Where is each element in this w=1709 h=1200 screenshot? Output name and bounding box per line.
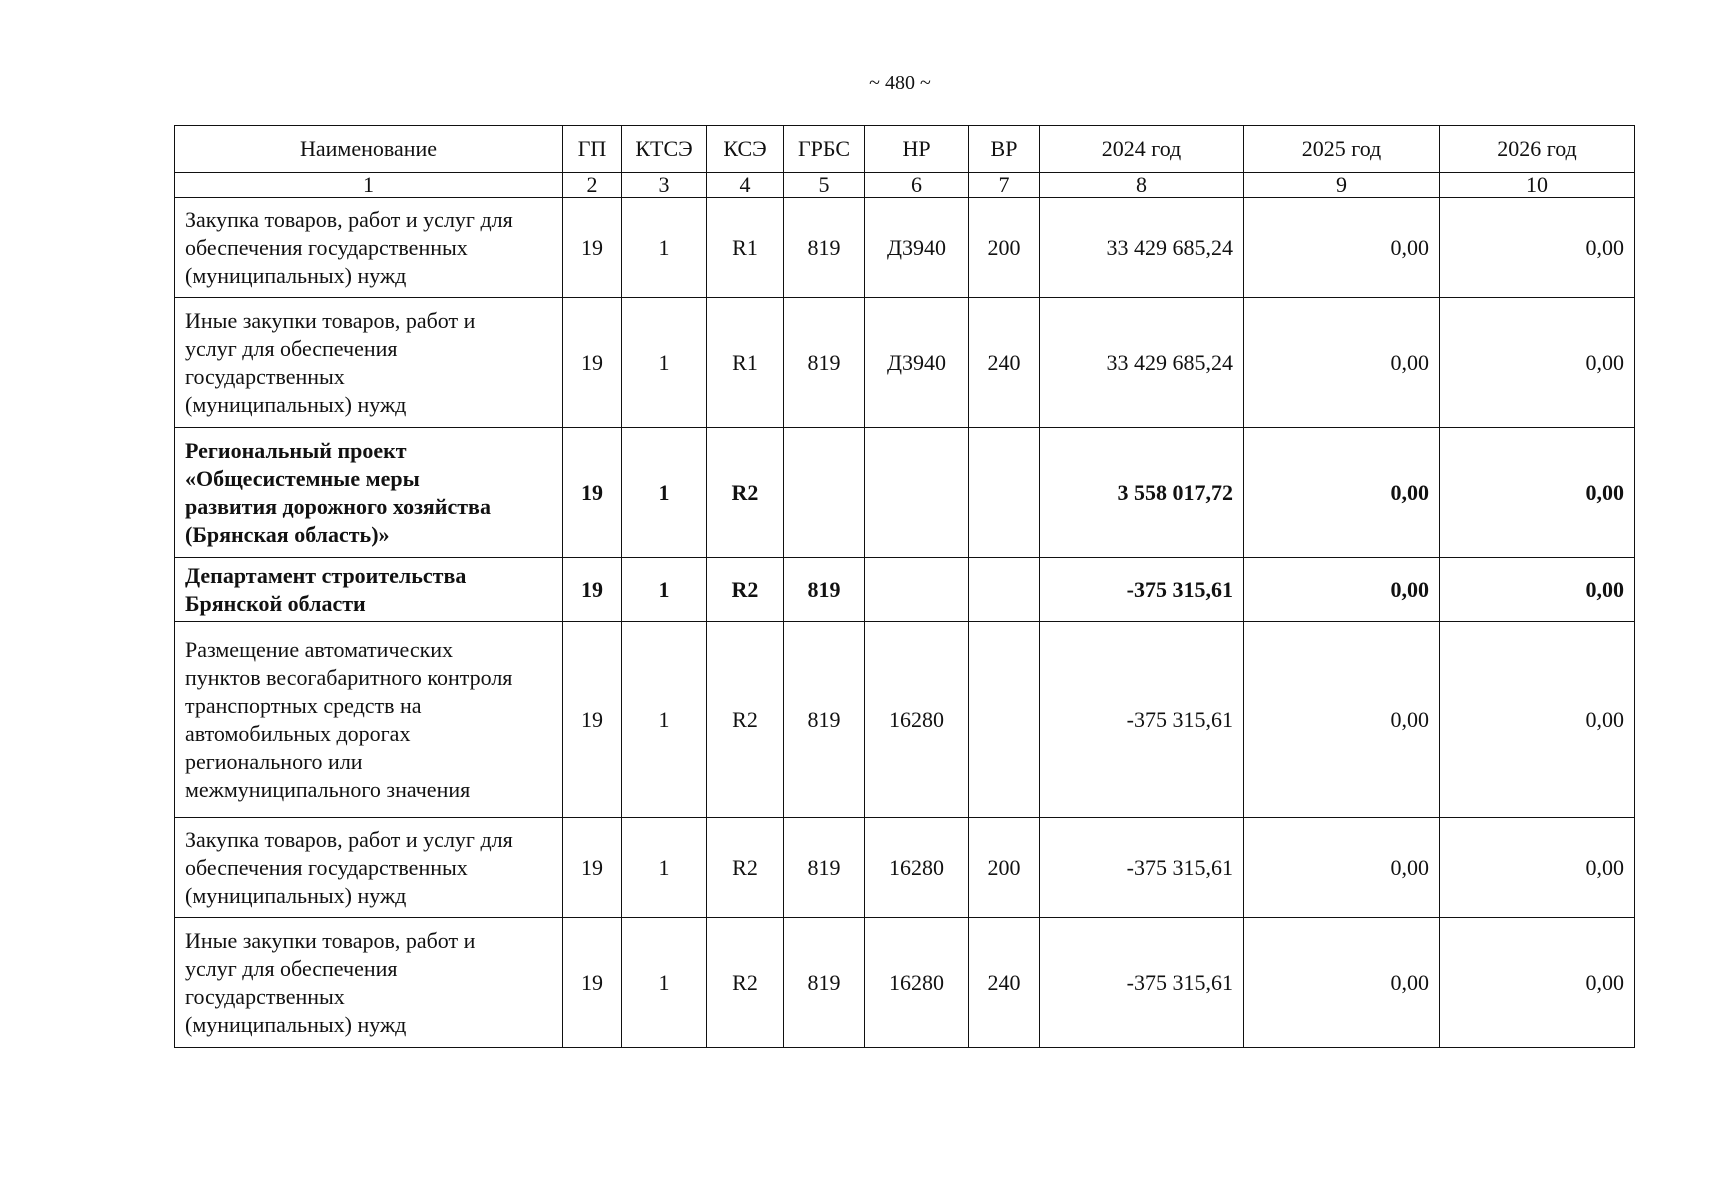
name-line: услуг для обеспечения [185,955,398,981]
cell-gp: 19 [563,918,622,1048]
cell-2026: 0,00 [1440,298,1635,428]
cell-ktse: 1 [622,298,707,428]
cell-kse: R2 [707,428,784,558]
name-line: (муниципальных) нужд [185,1011,407,1037]
name-line: (муниципальных) нужд [185,262,407,288]
cell-nr: Д3940 [865,198,969,298]
cell-name [175,558,563,622]
cell-name [175,198,563,298]
table-body [175,198,1635,1048]
cell-2026: 0,00 [1440,818,1635,918]
header-2024: 2024 год [1040,126,1244,173]
header-kse: КСЭ [707,126,784,173]
cell-gp: 19 [563,298,622,428]
cell-ktse: 1 [622,622,707,818]
cell-2026: 0,00 [1440,918,1635,1048]
header-2026: 2026 год [1440,126,1635,173]
cell-2025: 0,00 [1244,918,1440,1048]
cell-2025: 0,00 [1244,622,1440,818]
cell-vr [969,428,1040,558]
cell-2026: 0,00 [1440,428,1635,558]
cell-gp: 19 [563,558,622,622]
name-line: государственных [185,983,345,1009]
name-line: обеспечения государственных [185,854,468,880]
name-line: пунктов весогабаритного контроля [185,664,513,690]
cell-2025: 0,00 [1244,428,1440,558]
name-line: (муниципальных) нужд [185,391,407,417]
cell-grbs: 819 [784,298,865,428]
cell-ktse: 1 [622,558,707,622]
cell-2025: 0,00 [1244,818,1440,918]
column-number: 8 [1040,173,1244,198]
table-row [175,558,1635,622]
name-line: Иные закупки товаров, работ и [185,927,476,953]
cell-ktse: 1 [622,918,707,1048]
cell-name [175,818,563,918]
name-line: регионального или [185,748,363,774]
cell-name [175,298,563,428]
cell-vr: 240 [969,298,1040,428]
table-row [175,428,1635,558]
cell-ktse: 1 [622,428,707,558]
cell-vr: 240 [969,918,1040,1048]
name-line: межмуниципального значения [185,776,471,802]
name-line: Размещение автоматических [185,636,454,662]
cell-kse: R1 [707,298,784,428]
cell-kse: R1 [707,198,784,298]
table-row [175,198,1635,298]
name-line: Закупка товаров, работ и услуг для [185,206,513,232]
column-number: 9 [1244,173,1440,198]
cell-2024: 33 429 685,24 [1040,298,1244,428]
column-number: 1 [175,173,563,198]
cell-nr [865,558,969,622]
cell-kse: R2 [707,558,784,622]
cell-2026: 0,00 [1440,622,1635,818]
cell-2026: 0,00 [1440,558,1635,622]
header-nr: НР [865,126,969,173]
cell-grbs: 819 [784,558,865,622]
cell-nr: 16280 [865,918,969,1048]
name-line: Иные закупки товаров, работ и [185,307,476,333]
column-number: 7 [969,173,1040,198]
cell-ktse: 1 [622,818,707,918]
cell-gp: 19 [563,818,622,918]
cell-grbs: 819 [784,818,865,918]
cell-2024: -375 315,61 [1040,622,1244,818]
header-grbs: ГРБС [784,126,865,173]
header-gp: ГП [563,126,622,173]
cell-2026: 0,00 [1440,198,1635,298]
header-name: Наименование [175,126,563,173]
cell-2024: 33 429 685,24 [1040,198,1244,298]
page-number: ~ 480 ~ [869,72,931,94]
column-number: 10 [1440,173,1635,198]
cell-nr: 16280 [865,818,969,918]
cell-kse: R2 [707,622,784,818]
column-number: 2 [563,173,622,198]
name-line: «Общесистемные меры [185,465,420,491]
cell-vr [969,558,1040,622]
cell-grbs: 819 [784,198,865,298]
name-line: Брянской области [185,590,366,616]
budget-table [174,125,1635,1048]
table-row [175,918,1635,1048]
name-line: услуг для обеспечения [185,335,398,361]
name-line: (муниципальных) нужд [185,882,407,908]
column-number: 3 [622,173,707,198]
column-number-row [175,173,1635,198]
cell-ktse: 1 [622,198,707,298]
cell-gp: 19 [563,622,622,818]
table-row [175,298,1635,428]
cell-name [175,428,563,558]
cell-vr [969,622,1040,818]
header-vr: ВР [969,126,1040,173]
name-line: транспортных средств на [185,692,422,718]
cell-kse: R2 [707,918,784,1048]
name-line: Закупка товаров, работ и услуг для [185,826,513,852]
name-line: государственных [185,363,345,389]
name-line: автомобильных дорогах [185,720,411,746]
cell-2024: -375 315,61 [1040,558,1244,622]
cell-nr [865,428,969,558]
name-line: Департамент строительства [185,562,467,588]
cell-2024: 3 558 017,72 [1040,428,1244,558]
column-number: 4 [707,173,784,198]
cell-nr: Д3940 [865,298,969,428]
column-number: 5 [784,173,865,198]
cell-nr: 16280 [865,622,969,818]
header-2025: 2025 год [1244,126,1440,173]
cell-name [175,918,563,1048]
cell-kse: R2 [707,818,784,918]
name-line: развития дорожного хозяйства [185,493,491,519]
column-number: 6 [865,173,969,198]
name-line: обеспечения государственных [185,234,468,260]
name-line: (Брянская область)» [185,521,390,547]
name-line: Региональный проект [185,437,407,463]
header-row [175,126,1635,173]
cell-2024: -375 315,61 [1040,818,1244,918]
table-row [175,818,1635,918]
cell-vr: 200 [969,198,1040,298]
cell-grbs: 819 [784,918,865,1048]
cell-2024: -375 315,61 [1040,918,1244,1048]
cell-grbs [784,428,865,558]
cell-gp: 19 [563,428,622,558]
cell-2025: 0,00 [1244,558,1440,622]
cell-gp: 19 [563,198,622,298]
table-row [175,622,1635,818]
cell-2025: 0,00 [1244,198,1440,298]
header-ktse: КТСЭ [622,126,707,173]
cell-name [175,622,563,818]
cell-grbs: 819 [784,622,865,818]
cell-2025: 0,00 [1244,298,1440,428]
cell-vr: 200 [969,818,1040,918]
